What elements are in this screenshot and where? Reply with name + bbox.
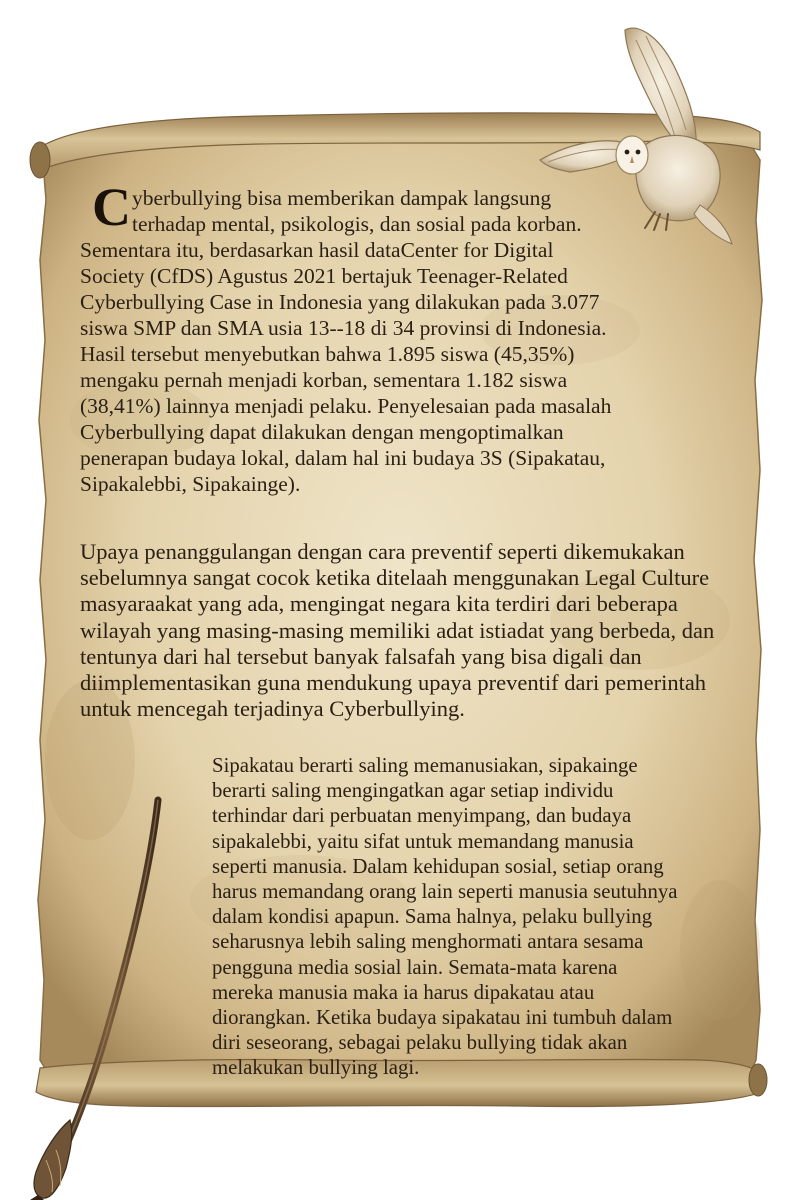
drop-cap-letter: C (92, 177, 131, 237)
prevention-paragraph: Upaya penanggulangan dengan cara preventif seperti dikemukakan sebelumnya sangat cocok ketika ditelaah menggunakan Legal Culture masyaraakat yang ada, mengingat negara kita terdiri dari beberapa wilayah yang masing-masing memiliki adat istiadat yang berbeda, dan tentunya dari hal tersebut banyak falsafah yang bisa digali dan diimplementasikan guna mendukung upaya preventif dari pemerintah untuk mencegah terjadinya Cyberbullying. (80, 539, 715, 722)
sipakatau-paragraph: Sipakatau berarti saling memanusiakan, sipakainge berarti saling mengingatkan agar setiap individu terhindar dari perbuatan menyimpang, dan budaya sipakalebbi, yaitu sifat untuk memandang manusia seperti manusia. Dalam kehidupan sosial, setiap orang harus memandang orang lain seperti manusia seutuhnya dalam kondisi apapun. Sama halnya, pelaku bullying seharusnya lebih saling menghormati antara sesama pengguna media sosial lain. Semata-mata karena mereka manusia maka ia harus dipakatau atau diorangkan. Ketika budaya sipakatau ini tumbuh dalam diri seseorang, sebagai pelaku bullying tidak akan melakukan bullying lagi. (212, 754, 678, 1080)
intro-paragraph-text: yberbullying bisa memberikan dampak langsung terhadap mental, psikologis, dan sosial pada korban. Sementara itu, berdasarkan hasil dataCenter for Digital Society (CfDS) Agustus 2021 bertajuk Teenager-Related Cyberbullying Case in Indonesia yang dilakukan pada 3.077 siswa SMP dan SMA usia 13--18 di 34 provinsi di Indonesia. Hasil tersebut menyebutkan bahwa 1.895 siswa (45,35%) mengaku pernah menjadi korban, sementara 1.182 siswa (38,41%) lainnya menjadi pelaku. Penyelesaian pada masalah Cyberbullying dapat dilakukan dengan mengoptimalkan penerapan budaya lokal, dalam hal ini budaya 3S (Sipakatau, Sipakalebbi, Sipakainge). (80, 186, 612, 496)
intro-paragraph (80, 177, 660, 497)
